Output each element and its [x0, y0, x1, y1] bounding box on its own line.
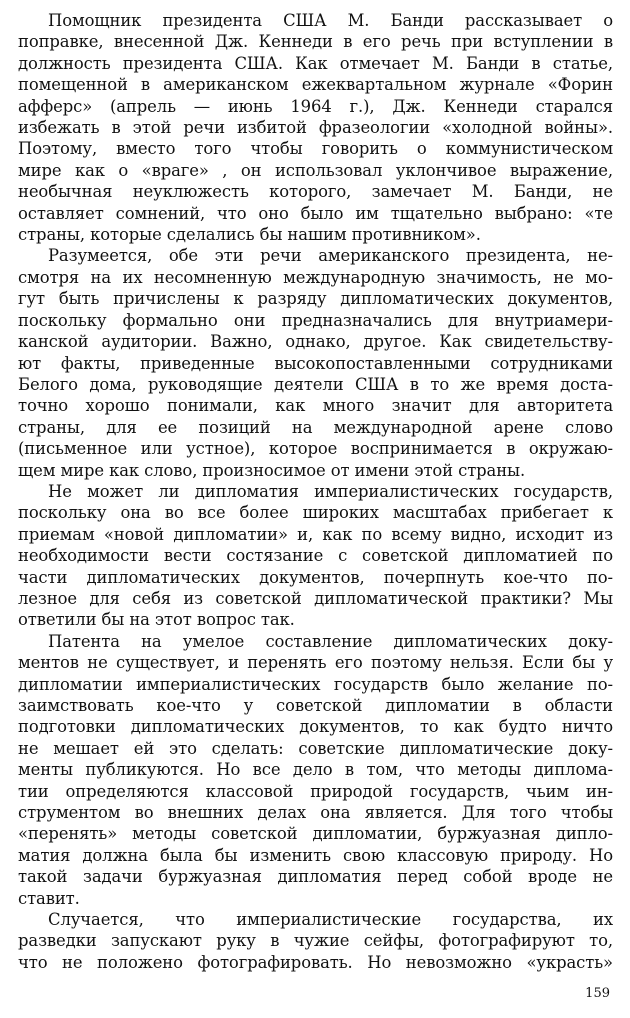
text-line: оставляет сомнений, что оно было им тщательно выбрано: «те	[18, 203, 613, 223]
text-line: заимствовать кое-что у советской дипломатии в области	[18, 696, 613, 715]
text-line: ответили бы на этот вопрос так.	[18, 610, 295, 630]
text-line: гут быть причислены к разряду дипломатических документов,	[18, 289, 613, 309]
text-line: поправке, внесенной Дж. Кеннеди в его речь при вступлении в	[18, 32, 613, 52]
text-line: Патента на умелое составление дипломатических доку-	[48, 631, 613, 651]
text-line: ментов не существует, и перенять его поэтому нельзя. Если бы у	[18, 653, 613, 673]
text-line: разведки запускают руку в чужие сейфы, фотографируют то,	[18, 931, 613, 951]
text-line: должность президента США. Как отмечает М. Банди в статье,	[18, 53, 613, 73]
text-line: Белого дома, руководящие деятели США в то же время доста-	[18, 374, 613, 394]
text-line: канской аудитории. Важно, однако, другое. Как свидетельству-	[18, 332, 613, 352]
text-line: поскольку она во все более широких масштабах прибегает к	[18, 503, 613, 523]
page-number: 159	[585, 986, 610, 1001]
text-line: Поэтому, вместо того чтобы говорить о коммунистическом	[18, 139, 613, 159]
paragraph-3	[18, 481, 613, 631]
text-line: необходимости вести состязание с советской дипломатией по	[18, 546, 613, 566]
text-line: мире как о «враге» , он использовал уклончивое выражение,	[18, 160, 613, 180]
text-line: не мешает ей это сделать: советские дипломатические доку-	[18, 738, 613, 758]
text-line: избежать в этой речи избитой фразеологии «холодной войны».	[18, 118, 613, 138]
text-line: (письменное или устное), которое воспринимается в окружаю-	[18, 439, 613, 459]
text-line: страны, которые сделались бы нашим противником».	[18, 225, 481, 245]
text-line: менты публикуются. Но все дело в том, что методы диплома-	[18, 760, 613, 780]
text-line: струментом во внешних делах она является. Для того чтобы	[18, 803, 613, 823]
text-line: подготовки дипломатических документов, то как будто ничто	[18, 717, 613, 737]
text-line: дипломатии империалистических государств было желание по-	[18, 674, 613, 694]
text-line: тии определяются классовой природой государств, чьим ин-	[18, 781, 613, 801]
text-line: «перенять» методы советской дипломатии, буржуазная дипло-	[18, 824, 613, 844]
text-line: что не положено фотографировать. Но невозможно «украсть»	[18, 952, 613, 972]
text-line: матия должна была бы изменить свою классовую природу. Но	[18, 845, 613, 865]
text-line: щем мире как слово, произносимое от имени этой страны.	[18, 460, 526, 480]
paragraph-4	[18, 631, 613, 909]
paragraph-1	[18, 10, 613, 245]
text-line: такой задачи буржуазная дипломатия перед собой вроде не	[18, 867, 613, 887]
paragraph-5	[18, 909, 613, 973]
text-line: ют факты, приведенные высокопоставленными сотрудниками	[18, 353, 613, 373]
text-line: необычная неуклюжесть которого, замечает М. Банди, не	[18, 182, 613, 202]
paragraph-2	[18, 245, 613, 480]
text-line: поскольку формально они предназначались для внутриамери-	[18, 310, 613, 330]
text-line: приемам «новой дипломатии» и, как по всему видно, исходит из	[18, 524, 613, 544]
text-line: помещенной в американском ежеквартальном журнале «Форин	[18, 75, 613, 95]
text-line: смотря на их несомненную международную значимость, не мо-	[18, 267, 613, 287]
page-body	[18, 10, 613, 973]
text-line: Разумеется, обе эти речи американского президента, не-	[48, 246, 613, 266]
text-line: точно хорошо понимали, как много значит для авторитета	[18, 396, 613, 416]
text-line: ставит.	[18, 888, 80, 908]
text-line: Не может ли дипломатия империалистических государств,	[48, 481, 613, 501]
text-line: Случается, что империалистические государства, их	[48, 910, 613, 930]
text-line: Помощник президента США М. Банди рассказывает о	[48, 11, 613, 30]
text-line: афферс» (апрель — июнь 1964 г.), Дж. Кеннеди старался	[18, 96, 613, 116]
text-line: лезное для себя из советской дипломатической практики? Мы	[18, 588, 613, 608]
text-line: части дипломатических документов, почерпнуть кое-что по-	[18, 567, 613, 587]
text-line: страны, для ее позиций на международной арене слово	[18, 417, 613, 437]
